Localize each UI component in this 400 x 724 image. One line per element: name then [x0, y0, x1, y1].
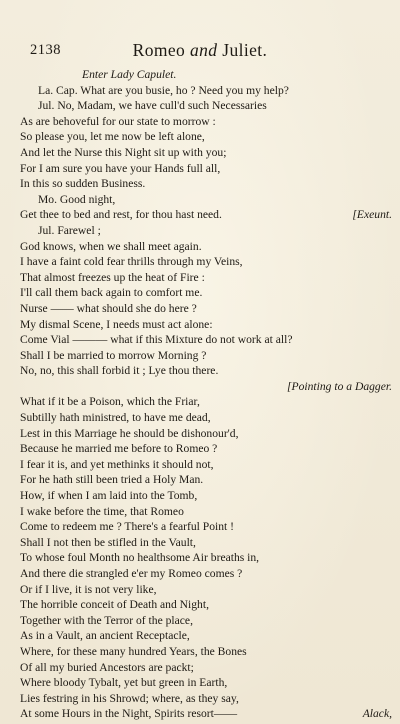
line-text: And let the Nurse this Night sit up with you; [20, 145, 227, 159]
text-line [20, 254, 392, 270]
text-line [20, 317, 392, 333]
text-line [20, 504, 392, 520]
line-text: As are behoveful for our state to morrow : [20, 114, 216, 128]
line-text: Shall I not then be stifled in the Vault, [20, 535, 196, 549]
text-line [20, 488, 392, 504]
line-text: My dismal Scene, I needs must act alone: [20, 317, 213, 331]
line-text: Subtilly hath ministred, to have me dead, [20, 411, 211, 425]
text-line [20, 379, 392, 395]
text-line [20, 394, 392, 410]
line-text: That almost freezes up the heat of Fire : [20, 270, 205, 284]
text-line [20, 613, 392, 629]
text-line [20, 644, 392, 660]
stage-direction: [Exeunt. [352, 208, 392, 222]
line-text: As in a Vault, an ancient Receptacle, [20, 629, 190, 643]
text-line [20, 161, 392, 177]
text-line [20, 176, 392, 192]
text-line [20, 410, 392, 426]
text-line [20, 192, 392, 208]
line-text: La. Cap. What are you busie, ho ? Need you my help? [38, 83, 289, 97]
text-line [20, 145, 392, 161]
running-title-and: and [190, 40, 218, 60]
line-text: And there die strangled e'er my Romeo comes ? [20, 567, 243, 580]
line-text: Come Vial ——— what if this Mixture do not work at all? [20, 333, 293, 347]
text-line [20, 363, 392, 379]
line-text: Where, for these many hundred Years, the Bones [20, 644, 247, 658]
line-text: [Pointing to a Dagger. [287, 379, 392, 393]
line-text: I'll call them back again to comfort me. [20, 286, 203, 300]
line-text: Where bloody Tybalt, yet but green in Earth, [20, 676, 228, 690]
text-line [20, 706, 392, 722]
line-text: Together with the Terror of the place, [20, 613, 193, 627]
line-text: Mo. Good night, [38, 192, 116, 206]
text-line [20, 129, 392, 145]
line-text: God knows, when we shall meet again. [20, 239, 202, 253]
line-text: In this so sudden Business. [20, 177, 146, 191]
line-text: Because he married me before to Romeo ? [20, 442, 218, 456]
line-text: Come to redeem me ? There's a fearful Point ! [20, 520, 235, 534]
line-text: No, no, this shall forbid it ; Lye thou there. [20, 364, 219, 378]
line-text: Shall I be married to morrow Morning ? [20, 348, 207, 362]
text-line [20, 441, 392, 457]
text-line [20, 457, 392, 473]
line-text: Jul. No, Madam, we have cull'd such Necessaries [38, 99, 267, 113]
running-title [0, 40, 400, 61]
line-text: Of all my buried Ancestors are packt; [20, 660, 194, 674]
text-line [20, 426, 392, 442]
line-text: For he hath still been tried a Holy Man. [20, 473, 204, 487]
text-line [20, 691, 392, 707]
text-line [20, 223, 392, 239]
line-text: Get thee to bed and rest, for thou hast need. [20, 208, 222, 222]
line-text: I fear it is, and yet methinks it should not, [20, 457, 214, 471]
text-line [20, 301, 392, 317]
running-title-romeo: Romeo [132, 40, 186, 60]
line-text: Enter Lady Capulet. [82, 68, 177, 81]
text-line [20, 628, 392, 644]
line-text: I have a faint cold fear thrills through my Veins, [20, 255, 243, 269]
text-line [20, 332, 392, 348]
text-line [20, 239, 392, 255]
page-number: 2138 [30, 42, 61, 58]
line-text: Nurse —— what should she do here ? [20, 301, 197, 315]
line-text: The horrible conceit of Death and Night, [20, 598, 209, 612]
text-line [20, 597, 392, 613]
text-line [20, 270, 392, 286]
text-line [20, 519, 392, 535]
text-line [20, 566, 392, 582]
line-text: Lies festring in his Shrowd; where, as they say, [20, 691, 239, 705]
line-text: At some Hours in the Night, Spirits resort—— [20, 707, 238, 721]
text-line [20, 114, 392, 130]
text-line [20, 675, 392, 691]
line-text: How, if when I am laid into the Tomb, [20, 489, 198, 503]
line-text: To whose foul Month no healthsome Air breaths in, [20, 551, 260, 565]
text-line [20, 98, 392, 114]
line-text: What if it be a Poison, which the Friar, [20, 395, 200, 409]
text-line [20, 582, 392, 598]
text-line [20, 472, 392, 488]
line-text: Or if I live, it is not very like, [20, 582, 157, 596]
text-line [20, 550, 392, 566]
play-text [20, 67, 392, 722]
text-line [20, 348, 392, 364]
text-line [20, 285, 392, 301]
text-line [20, 67, 392, 83]
text-line [20, 660, 392, 676]
text-line [20, 83, 392, 99]
line-text: For I am sure you have your Hands full all, [20, 161, 221, 175]
running-title-juliet: Juliet. [222, 40, 268, 60]
line-text: Jul. Farewel ; [38, 223, 101, 237]
text-line [20, 535, 392, 551]
line-text: So please you, let me now be left alone, [20, 130, 205, 144]
line-text: Lest in this Marriage he should be dishonour'd, [20, 426, 239, 440]
page-header [0, 40, 400, 64]
stage-direction: Alack, [362, 707, 392, 721]
text-line [20, 207, 392, 223]
line-text: I wake before the time, that Romeo [20, 504, 184, 518]
